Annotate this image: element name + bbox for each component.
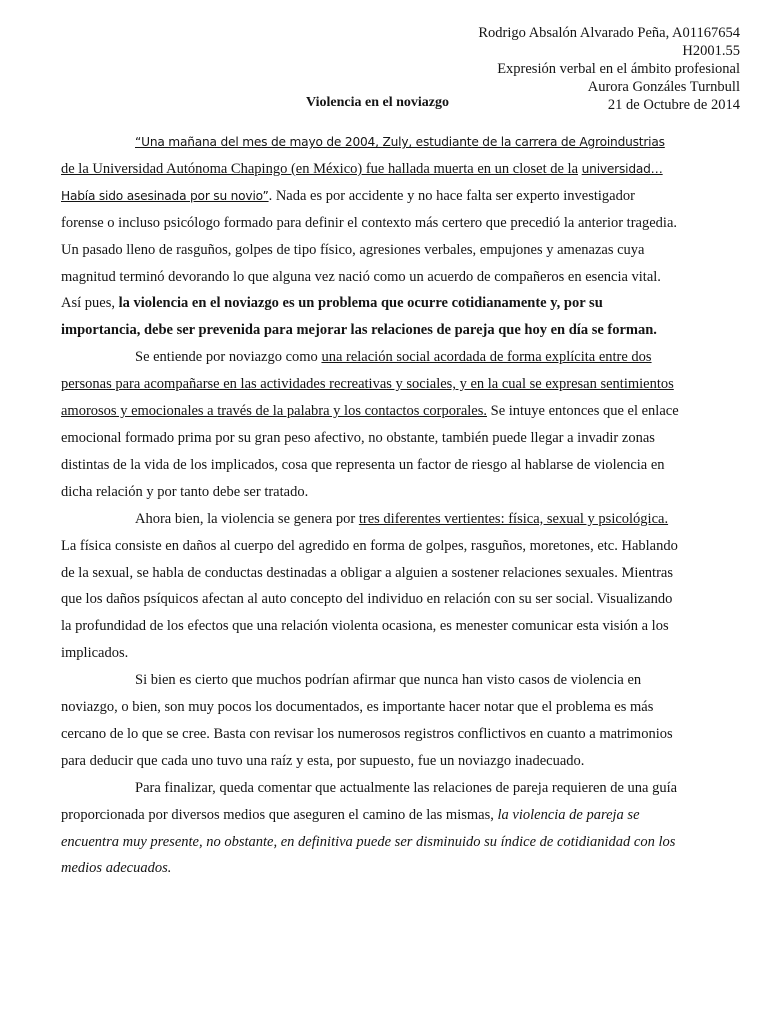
opening-quote-line-1: “Una mañana del mes de mayo de 2004, Zuly, estudiante de la carrera de Agroindustrias — [135, 135, 665, 149]
opening-quote-line-3: universidad… Había sido asesinada por su novio” — [61, 161, 663, 203]
paragraph-2 — [61, 344, 681, 505]
essay-body — [61, 129, 681, 882]
course-name: Expresión verbal en el ámbito profesional — [497, 61, 740, 77]
header-block — [478, 24, 740, 114]
paragraph-5 — [61, 775, 681, 883]
paragraph-3-text: La física consiste en daños al cuerpo del agredido en forma de golpes, rasguños, moretones, etc. Hablando de la sexual, se habla de conductas destinadas a obligar a alguien a sostener relaciones sexuales. Mientras que los daños psíquicos afectan al auto concepto del individuo en relación con su ser social. Visualizando la profundidad de los efectos que una relación violenta ocasiona, es menester comunicar esta visión a los implicados. — [61, 537, 678, 662]
instructor-name: Aurora Gonzáles Turnbull — [587, 79, 740, 95]
paragraph-3-lead: Ahora bien, la violencia se genera por — [135, 510, 359, 527]
paragraph-4 — [61, 667, 681, 775]
noviazgo-definition: una relación social acordada de forma explícita entre dos personas para acompañarse en las actividades recreativas y sociales, y en la cual se expresan sentimientos amorosos y emocionales a través de la palabra y los contactos corporales. — [61, 349, 674, 420]
thesis-statement: la violencia en el noviazgo es un problema que ocurre cotidianamente y, por su importancia, debe ser prevenida para mejorar las relaciones de pareja que hoy en día se forman. — [61, 295, 657, 339]
opening-quote-line-2: de la Universidad Autónoma Chapingo (en México) fue hallada muerta en un closet de la — [61, 160, 579, 177]
paragraph-5-lead: Para finalizar, queda comentar que actualmente las relaciones de pareja requieren de una guía proporcionada por diversos medios que aseguren el camino de las mismas, — [61, 779, 678, 823]
author-line: Rodrigo Absalón Alvarado Peña, A01167654 — [478, 25, 740, 41]
conclusion-statement: la violencia de pareja se encuentra muy presente, no obstante, en definitiva puede ser disminuido su índice de cotidianidad con los medios adecuados. — [61, 806, 676, 877]
document-date: 21 de Octubre de 2014 — [607, 97, 740, 113]
paragraph-2-lead: Se entiende por noviazgo como — [135, 349, 322, 366]
paragraph-2-text: Se intuye entonces que el enlace emocional formado prima por su gran peso afectivo, no obstante, también puede llegar a invadir zonas distintas de la vida de los implicados, cosa que representa un factor de riesgo al hablarse de violencia en dicha relación y por tanto debe ser tratado. — [61, 403, 679, 500]
essay-title: Violencia en el noviazgo — [306, 95, 449, 110]
violence-types: tres diferentes vertientes: física, sexual y psicológica. — [358, 510, 669, 527]
course-code: H2001.55 — [682, 43, 740, 59]
paragraph-3 — [61, 506, 681, 667]
paragraph-1 — [61, 129, 681, 344]
paragraph-1-text: . Nada es por accidente y no hace falta ser experto investigador forense o incluso psicólogo formado para definir el contexto más certero que precedió la anterior tragedia. Un pasado lleno de rasguños, golpes de tipo físico, agresiones verbales, empujones y amenazas cuya magnitud terminó devorando lo que alguna vez nació como un acuerdo de compañeros en esencia vital. Así pues, — [61, 187, 678, 312]
paragraph-4-text: Si bien es cierto que muchos podrían afirmar que nunca han visto casos de violencia en noviazgo, o bien, son muy pocos los documentados, es importante hacer notar que el problema es más cercano de lo que se cree. Basta con revisar los numerosos registros conflictivos en cuanto a matrimonios para deducir que cada uno tuvo una raíz y esta, por supuesto, fue un noviazgo inadecuado. — [61, 672, 673, 769]
